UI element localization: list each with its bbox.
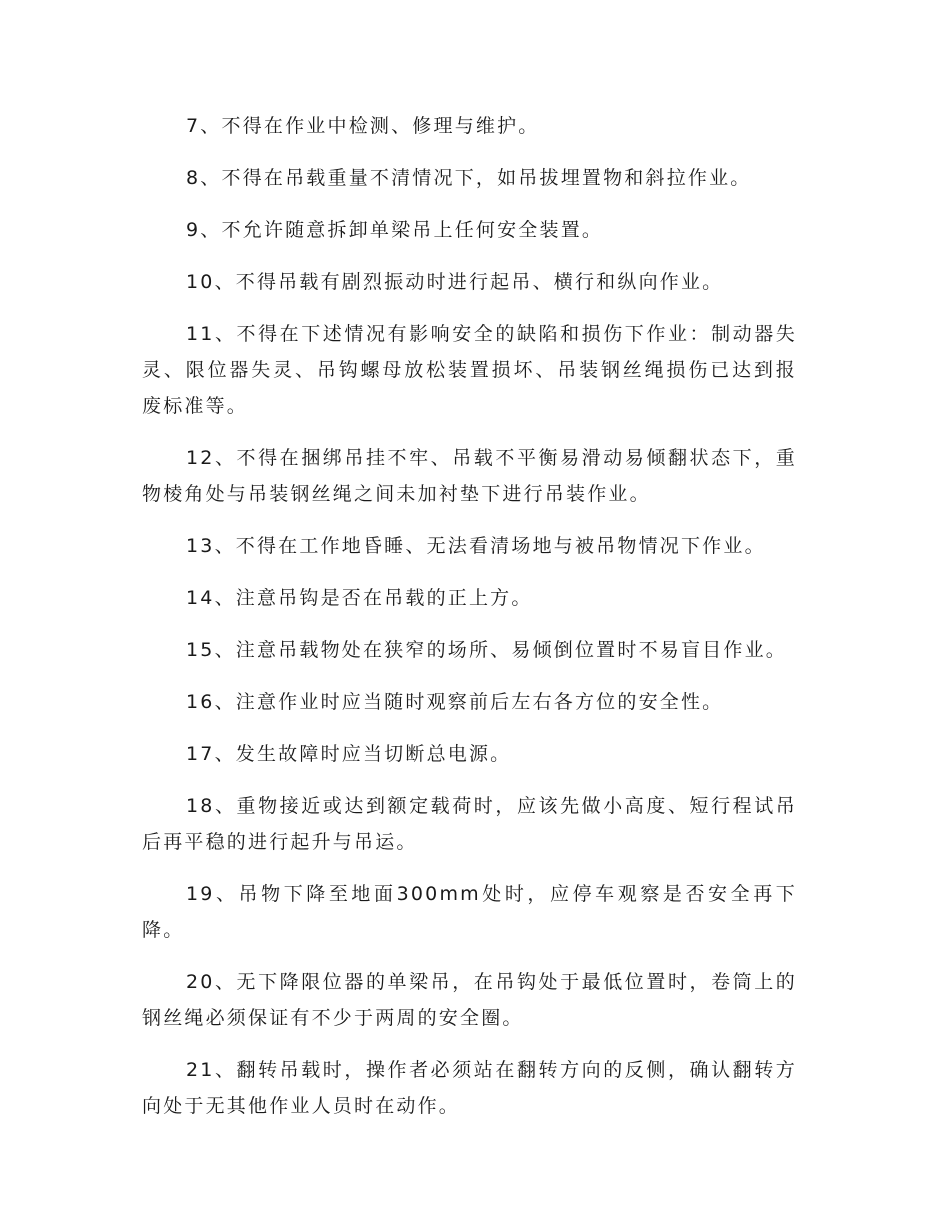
paragraph-item-11: 11、不得在下述情况有影响安全的缺陷和损伤下作业：制动器失灵、限位器失灵、吊钩螺母放松装置损坏、吊装钢丝绳损伤已达到报废标准等。	[142, 323, 797, 417]
paragraph-item-10: 10、不得吊载有剧烈振动时进行起吊、横行和纵向作业。	[186, 271, 724, 293]
paragraph-item-15: 15、注意吊载物处在狭窄的场所、易倾倒位置时不易盲目作业。	[186, 639, 787, 661]
document-body	[142, 108, 797, 1124]
paragraph-item-12: 12、不得在捆绑吊挂不牢、吊载不平衡易滑动易倾翻状态下，重物棱角处与吊装钢丝绳之间未加衬垫下进行吊装作业。	[142, 447, 797, 505]
paragraph-item-20: 20、无下降限位器的单梁吊，在吊钩处于最低位置时，卷筒上的钢丝绳必须保证有不少于两周的安全圈。	[142, 971, 797, 1029]
paragraph-item-8: 8、不得在吊载重量不清情况下，如吊拔埋置物和斜拉作业。	[186, 167, 752, 189]
paragraph-item-16: 16、注意作业时应当随时观察前后左右各方位的安全性。	[186, 691, 724, 713]
paragraph-item-9: 9、不允许随意拆卸单梁吊上任何安全装置。	[186, 219, 604, 241]
paragraph-item-17: 17、发生故障时应当切断总电源。	[186, 743, 512, 765]
paragraph-item-19: 19、吊物下降至地面300mm处时，应停车观察是否安全再下降。	[142, 883, 797, 941]
paragraph-item-7: 7、不得在作业中检测、修理与维护。	[186, 115, 540, 137]
paragraph-item-18: 18、重物接近或达到额定载荷时，应该先做小高度、短行程试吊后再平稳的进行起升与吊运。	[142, 795, 797, 853]
paragraph-item-13: 13、不得在工作地昏睡、无法看清场地与被吊物情况下作业。	[186, 535, 766, 557]
paragraph-item-14: 14、注意吊钩是否在吊载的正上方。	[186, 587, 533, 609]
paragraph-item-21: 21、翻转吊载时，操作者必须站在翻转方向的反侧，确认翻转方向处于无其他作业人员时在动作。	[142, 1059, 797, 1117]
